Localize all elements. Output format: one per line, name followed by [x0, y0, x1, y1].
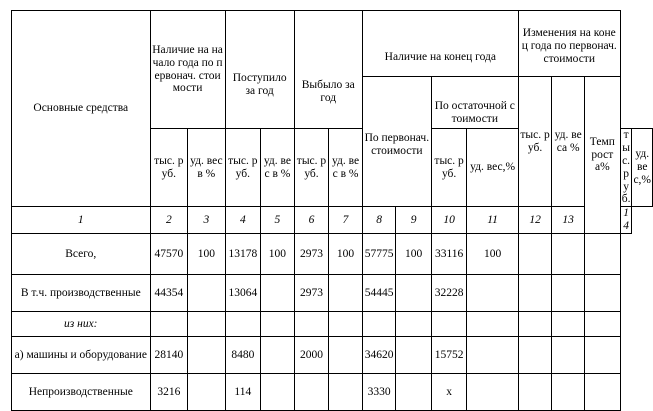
- row-label-total: Всего,: [12, 234, 151, 275]
- table-cell: 13064: [225, 275, 261, 312]
- table-cell: [584, 234, 620, 275]
- table-cell: 15752: [431, 337, 467, 374]
- table-cell: 2000: [294, 337, 329, 374]
- table-cell: [552, 337, 585, 374]
- table-cell: 100: [261, 234, 295, 275]
- table-cell: [584, 275, 620, 312]
- table-cell: [518, 337, 552, 374]
- table-cell: [584, 374, 620, 411]
- column-number: 14: [620, 207, 632, 234]
- header-change-growth: Темп рост а%: [584, 77, 620, 234]
- unit-in-share: уд. вес в %: [261, 129, 295, 207]
- header-change-share: уд. веса %: [552, 77, 585, 207]
- column-number: 1: [12, 207, 151, 234]
- fixed-assets-table: [11, 10, 653, 411]
- unit-in-tr: тыс. руб.: [225, 129, 261, 207]
- table-cell: 3216: [150, 374, 188, 411]
- table-cell: 100: [188, 234, 226, 275]
- table-cell: 114: [225, 374, 261, 411]
- header-end-of-year: Наличие на конец года: [362, 11, 518, 77]
- unit-resid-tr: тыс. руб.: [621, 129, 631, 206]
- column-number: 10: [431, 207, 467, 234]
- header-start-of-year: Наличие на начало года по первонач. стоимости: [150, 11, 225, 129]
- header-changes: Изменения на конец года по первонач. стоимости: [518, 11, 620, 77]
- column-number: 6: [294, 207, 329, 234]
- table-cell: [329, 337, 363, 374]
- table-cell: [467, 337, 518, 374]
- table-cell: 54445: [362, 275, 396, 312]
- table-cell: [584, 337, 620, 374]
- column-number: 9: [396, 207, 431, 234]
- table-cell: [396, 275, 431, 312]
- column-number: 2: [150, 207, 188, 234]
- column-number: 12: [518, 207, 552, 234]
- column-number: 7: [329, 207, 363, 234]
- header-main-col: Основные средства: [12, 11, 151, 207]
- table-cell: [261, 337, 295, 374]
- unit-out-share: уд. вес в %: [329, 129, 363, 207]
- table-cell: 13178: [225, 234, 261, 275]
- table-cell: 47570: [150, 234, 188, 275]
- table-row: [12, 374, 653, 411]
- table-row: [12, 337, 653, 374]
- table-cell: 44354: [150, 275, 188, 312]
- unit-resid-share: уд. вес,%: [632, 129, 653, 207]
- column-number: 4: [225, 207, 261, 234]
- table-cell: [396, 337, 431, 374]
- row-label-production: В т.ч. производственные: [12, 275, 151, 312]
- table-cell: [188, 374, 226, 411]
- table-cell: 2973: [294, 234, 329, 275]
- table-cell: 2973: [294, 275, 329, 312]
- unit-out-tr: тыс. руб.: [294, 129, 329, 207]
- table-cell: х: [431, 374, 467, 411]
- table-cell: [261, 374, 295, 411]
- table-cell: 8480: [225, 337, 261, 374]
- header-disposed: Выбыло за год: [294, 11, 362, 129]
- unit-end-tr: тыс. руб.: [431, 129, 467, 207]
- table-cell: [261, 275, 295, 312]
- table-cell: 28140: [150, 337, 188, 374]
- table-cell: [294, 374, 329, 411]
- table-cell: [467, 275, 518, 312]
- table-cell: [188, 337, 226, 374]
- table-cell: 57775: [362, 234, 396, 275]
- row-label-non-production: Непроизводственные: [12, 374, 151, 411]
- table-cell: [396, 374, 431, 411]
- unit-start-tr: тыс. руб.: [150, 129, 188, 207]
- table-cell: [467, 374, 518, 411]
- column-number: 8: [362, 207, 396, 234]
- row-label-machinery: а) машины и оборудование: [12, 337, 151, 374]
- table-cell: 34620: [362, 337, 396, 374]
- column-number: 3: [188, 207, 226, 234]
- table-cell: [188, 275, 226, 312]
- table-cell: [518, 234, 552, 275]
- table-cell: 100: [396, 234, 431, 275]
- table-cell: [518, 374, 552, 411]
- table-cell: [552, 234, 585, 275]
- table-cell: [552, 374, 585, 411]
- table-cell: 100: [467, 234, 518, 275]
- table-cell: 100: [329, 234, 363, 275]
- row-label-of-which: из них:: [12, 312, 151, 337]
- column-number: 13: [552, 207, 585, 234]
- table-row: [12, 312, 653, 337]
- unit-start-share: уд. вес в %: [188, 129, 226, 207]
- column-number: 5: [261, 207, 295, 234]
- header-end-residual-cost: По остаточной стоимости: [431, 77, 518, 129]
- column-number: 11: [467, 207, 518, 234]
- table-row: [12, 234, 653, 275]
- table-cell: [329, 374, 363, 411]
- unit-end-share: уд. вес,%: [467, 129, 518, 207]
- table-row: [12, 275, 653, 312]
- table-cell: [329, 275, 363, 312]
- table-cell: 3330: [362, 374, 396, 411]
- header-end-original-cost: По первонач. стоимости: [362, 77, 431, 207]
- header-change-tr: тыс. руб.: [518, 77, 552, 207]
- column-numbers-row: [12, 207, 653, 234]
- table-cell: 33116: [431, 234, 467, 275]
- table-cell: [518, 275, 552, 312]
- header-received: Поступило за год: [225, 11, 294, 129]
- table-cell: [552, 275, 585, 312]
- table-cell: 32228: [431, 275, 467, 312]
